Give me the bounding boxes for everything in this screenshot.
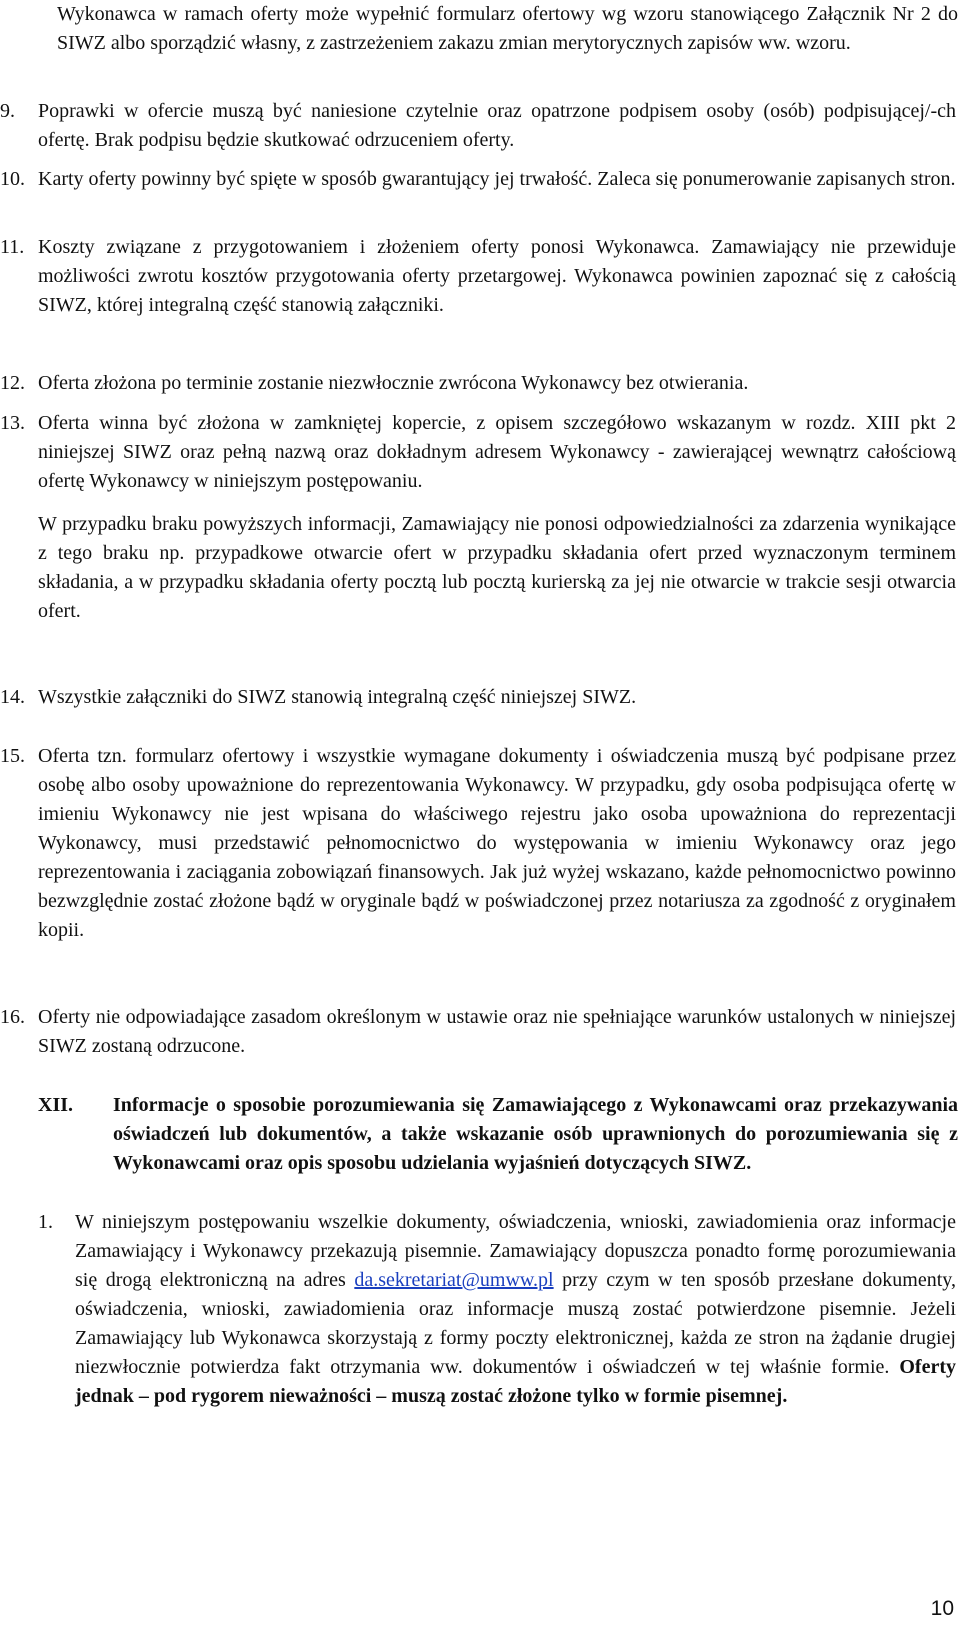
list-item-number: 15.	[0, 745, 25, 767]
list-item-text	[38, 233, 956, 320]
list-item-paragraph: Koszty związane z przygotowaniem i złożeniem oferty ponosi Wykonawca. Zamawiający nie przewiduje możliwości zwrotu kosztów przygotowania oferty przetargowej. Wykonawca powinien zapoznać się z całością SIWZ, której integralną część stanowią załączniki.	[38, 236, 956, 316]
intro-text: Wykonawca w ramach oferty może wypełnić formularz ofertowy wg wzoru stanowiącego Załącznik Nr 2 do SIWZ albo sporządzić własny, z zastrzeżeniem zakazu zmian merytorycznych zapisów ww. wzoru.	[57, 3, 958, 54]
list-item-paragraph: Poprawki w ofercie muszą być naniesione czytelnie oraz opatrzone podpisem osoby (osób) podpisującej/-ch ofertę. Brak podpisu będzie skutkować odrzuceniem oferty.	[38, 100, 956, 151]
section-number: XII.	[38, 1094, 74, 1116]
list-item-number: 12.	[0, 372, 25, 394]
list-item-paragraph: Karty oferty powinny być spięte w sposób gwarantujący jej trwałość. Zaleca się ponumerowanie zapisanych stron.	[38, 168, 956, 190]
section-item-number: 1.	[38, 1211, 53, 1233]
list-item-text	[38, 409, 956, 626]
list-item-text	[38, 742, 956, 945]
list-item-paragraph: Oferty nie odpowiadające zasadom określonym w ustawie oraz nie spełniające warunków ustalonych w niniejszej SIWZ zostaną odrzucone.	[38, 1006, 956, 1057]
list-item-text	[38, 97, 956, 155]
list-item-number: 13.	[0, 412, 25, 434]
list-item-text	[38, 369, 956, 398]
list-item-number: 9.	[0, 100, 15, 122]
list-item-text	[38, 1003, 956, 1061]
list-item-paragraph: W przypadku braku powyższych informacji, Zamawiający nie ponosi odpowiedzialności za zdarzenia wynikające z tego braku np. przypadkowe otwarcie ofert w przypadku składania ofert przed wyznaczonym terminem składania, a w przypadku składania oferty pocztą lub pocztą kurierską za jej nie otwarcie w trakcie sesji otwarcia ofert.	[38, 513, 956, 622]
list-item-paragraph: Oferta złożona po terminie zostanie niezwłocznie zwrócona Wykonawcy bez otwierania.	[38, 372, 749, 394]
list-item-paragraph: Oferta tzn. formularz ofertowy i wszystkie wymagane dokumenty i oświadczenia muszą być podpisane przez osobę albo osoby upoważnione do reprezentowania Wykonawcy. W przypadku, gdy osoba podpisująca ofertę w imieniu Wykonawcy nie jest wpisana do właściwego rejestru jako osoba upoważniona do reprezentacji Wykonawcy, musi przedstawić pełnomocnictwo do występowania w imieniu Wykonawcy oraz jego reprezentowania i zaciągania zobowiązań finansowych. Jak już wyżej wskazano, każde pełnomocnictwo powinno bezwzględnie zostać złożone bądź w oryginale bądź w poświadczonej przez notariusza za zgodność z oryginałem kopii.	[38, 745, 956, 941]
page-number: 10	[930, 1597, 954, 1620]
list-item-paragraph: Wszystkie załączniki do SIWZ stanowią integralną część niniejszej SIWZ.	[38, 686, 637, 708]
list-item-number: 10.	[0, 168, 25, 190]
section-title: Informacje o sposobie porozumiewania się Zamawiającego z Wykonawcami oraz przekazywania oświadczeń lub dokumentów, a także wskazanie osób uprawnionych do porozumiewania się z Wykonawcami oraz opis sposobu udzielania wyjaśnień dotyczących SIWZ.	[113, 1094, 958, 1174]
list-item-number: 11.	[0, 236, 25, 258]
list-item-paragraph: Oferta winna być złożona w zamkniętej kopercie, z opisem szczegółowo wskazanym w rozdz. XIII pkt 2 niniejszej SIWZ oraz pełną nazwą oraz dokładnym adresem Wykonawcy - zawierającej wewnątrz całościową ofertę Wykonawcy w niniejszym postępowaniu.	[38, 412, 956, 492]
email-link[interactable]: da.sekretariat@umww.pl	[354, 1269, 554, 1291]
section-item-bold-text: Oferty jednak – pod rygorem nieważności – muszą zostać złożone tylko w formie pisemnej.	[75, 1356, 956, 1407]
list-item-text	[38, 165, 956, 194]
list-item-number: 16.	[0, 1006, 25, 1028]
section-item-text-continued: przy czym w ten sposób przesłane dokumenty, oświadczenia, wnioski, zawiadomienia oraz informacje muszą zostać potwierdzone pisemnie. Jeżeli Zamawiający lub Wykonawca skorzystają z formy poczty elektronicznej, każda ze stron na żądanie drugiej niezwłocznie potwierdza fakt otrzymania ww. dokumentów i oświadczeń w tej właśnie formie.	[75, 1269, 956, 1378]
section-item-text-start: W niniejszym postępowaniu wszelkie dokumenty, oświadczenia, wnioski, zawiadomienia oraz informacje Zamawiający i Wykonawcy przekazują pisemnie. Zamawiający dopuszcza ponadto formę porozumiewania się drogą elektroniczną na adres	[75, 1211, 956, 1291]
list-item-text	[38, 683, 956, 712]
section-item-text	[75, 1208, 956, 1411]
list-item-number: 14.	[0, 686, 25, 708]
